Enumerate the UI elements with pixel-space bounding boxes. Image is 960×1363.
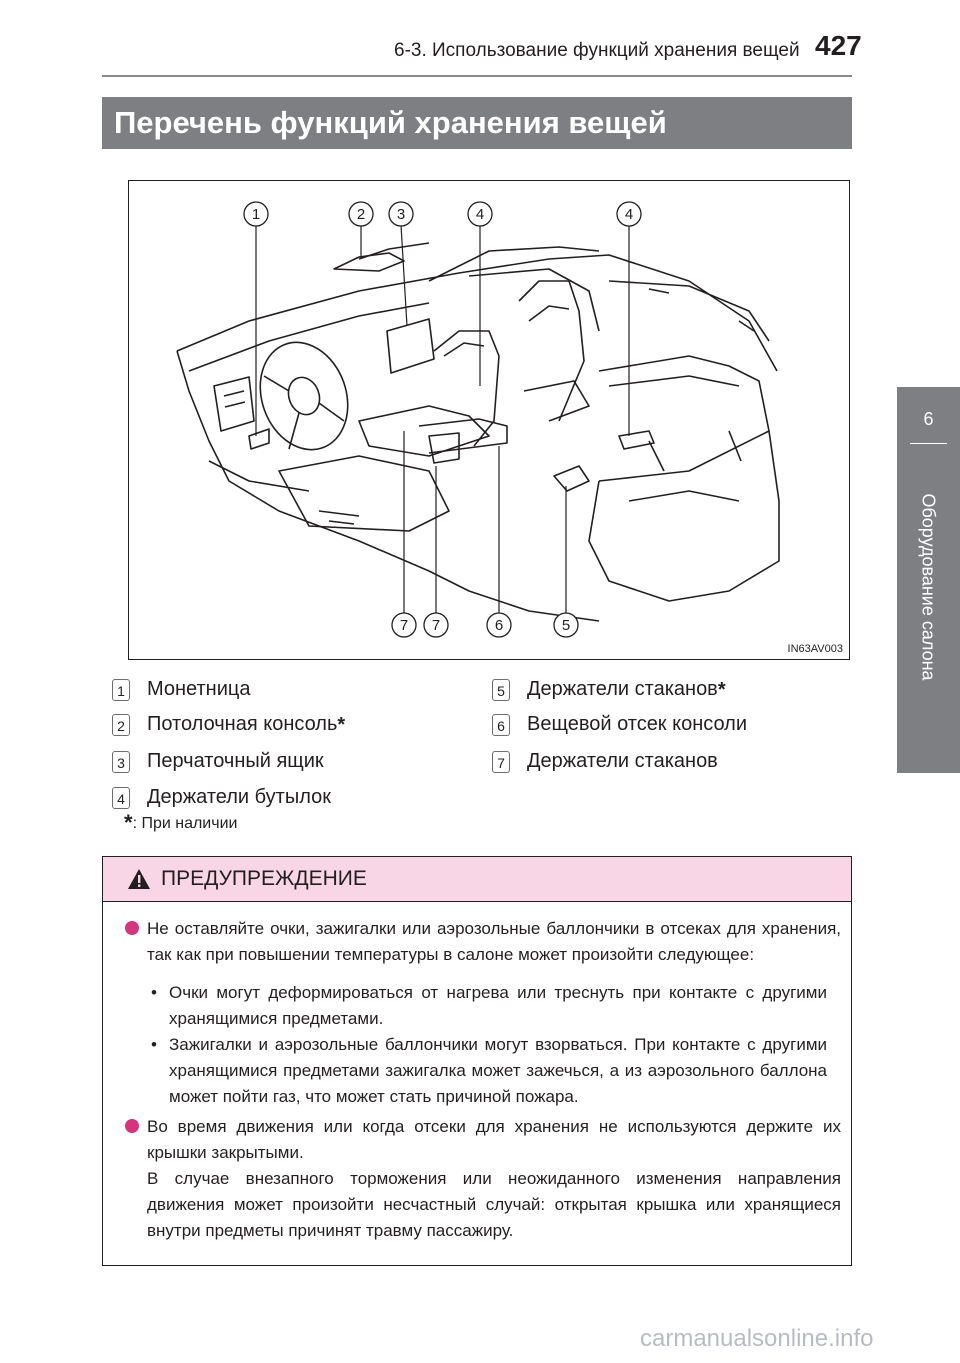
callout-5: 5 <box>561 617 571 634</box>
warning-item-1 <box>125 916 841 1110</box>
legend-label-5: Держатели стаканов <box>527 678 718 700</box>
chapter-number: 6 <box>923 409 934 429</box>
section-header: 6-3. Использование функций хранения вещей <box>394 40 800 61</box>
warning-sub-1-text: Очки могут деформироваться от нагрева или треснуть при контакте с другими хранящимися предметами. <box>169 983 827 1028</box>
warning-sub-item-1 <box>147 980 841 1032</box>
legend-item-3 <box>112 750 324 773</box>
warning-box <box>102 856 852 1266</box>
legend-label-7: Держатели стаканов <box>527 750 718 772</box>
chapter-side-tab[interactable] <box>897 387 960 773</box>
legend-num-1: 1 <box>112 679 130 701</box>
legend-num-7: 7 <box>492 751 510 773</box>
callout-7a: 7 <box>399 617 409 634</box>
warning-item-2-p1: Во время движения или когда отсеки для хранения не используются держите их крышки закрытыми. <box>147 1117 841 1162</box>
legend-label-4: Держатели бутылок <box>147 786 331 808</box>
warning-body <box>103 902 851 1244</box>
header-rule <box>102 75 852 77</box>
bullet-icon: • <box>151 1035 157 1054</box>
bullet-dot-icon <box>125 921 139 935</box>
warning-sub-list <box>147 980 841 1110</box>
callout-4a: 4 <box>475 206 485 223</box>
callout-3: 3 <box>396 206 406 223</box>
watermark: carmanualsonline.info <box>640 1325 874 1352</box>
legend-item-7 <box>492 750 718 773</box>
footnote-star: * <box>124 810 133 835</box>
footnote-text: : При наличии <box>132 815 238 832</box>
warning-item-2-p2: В случае внезапного торможения или неожиданного изменения направления движения может произойти несчастный случай: открытая крышка или хранящиеся внутри предметы причинят травму пассажиру. <box>147 1169 841 1240</box>
interior-illustration <box>128 180 850 660</box>
callout-6: 6 <box>494 617 504 634</box>
legend-label-1: Монетница <box>147 678 251 700</box>
legend-item-5: 5 Держатели стаканов * <box>492 678 726 701</box>
legend-label-3: Перчаточный ящик <box>147 750 324 772</box>
warning-sub-2-text: Зажигалки и аэрозольные баллончики могут взорваться. При контакте с другими хранящимися предметами зажигалка может зажечься, а из аэрозольного баллона может пойти газ, что может стать причиной пожара. <box>169 1035 827 1106</box>
page-title <box>102 97 852 149</box>
warning-sub-item-2 <box>147 1032 841 1110</box>
warning-header <box>103 857 851 902</box>
footnote <box>124 810 237 836</box>
legend-item-6 <box>492 713 747 736</box>
legend-item-2: 2 Потолочная консоль * <box>112 713 345 736</box>
callout-1: 1 <box>251 206 261 223</box>
callout-2: 2 <box>356 206 366 223</box>
bullet-dot-icon <box>125 1119 139 1133</box>
page-title-text: Перечень функций хранения вещей <box>114 105 667 140</box>
side-tab-rule <box>910 443 947 444</box>
warning-heading: ПРЕДУПРЕЖДЕНИЕ <box>161 867 367 890</box>
legend-num-5: 5 <box>492 679 510 701</box>
chapter-label: Оборудование салона <box>918 493 939 681</box>
legend-num-4: 4 <box>112 787 130 809</box>
warning-triangle-icon <box>127 868 151 890</box>
page-number: 427 <box>815 30 862 61</box>
callout-4b: 4 <box>624 206 634 223</box>
legend-item-1 <box>112 678 250 701</box>
bullet-icon: • <box>151 983 157 1002</box>
legend-label-2: Потолочная консоль <box>147 713 338 735</box>
legend-num-2: 2 <box>112 714 130 736</box>
legend-num-3: 3 <box>112 751 130 773</box>
legend-label-6: Вещевой отсек консоли <box>527 713 748 735</box>
figure-code: IN63AV003 <box>787 643 843 655</box>
warning-item-2 <box>125 1114 841 1244</box>
callout-7b: 7 <box>431 617 441 634</box>
warning-item-1-text: Не оставляйте очки, зажигалки или аэрозольные баллончики в отсеках для хранения, так как при повышении температуры в салоне может произойти следующее: <box>147 919 841 964</box>
car-interior-drawing <box>129 181 849 659</box>
legend-item-4 <box>112 786 331 809</box>
legend-num-6: 6 <box>492 714 510 736</box>
